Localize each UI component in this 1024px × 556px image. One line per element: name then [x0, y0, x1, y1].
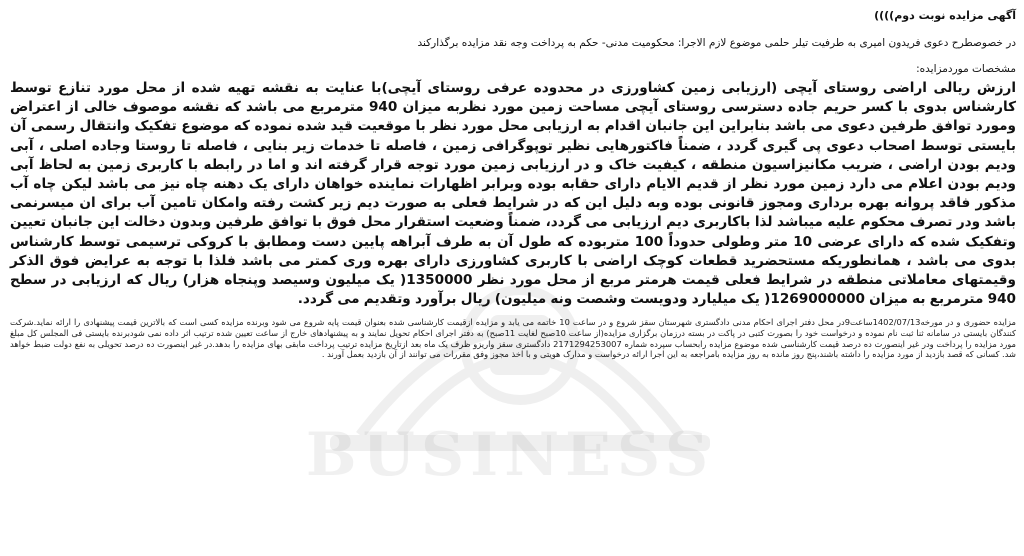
- auction-terms: مزایده حضوری و در مورخه1402/07/13ساعت9در محل دفتر اجرای احکام مدنی دادگستری شهرستان سقز شروع و در ساعت 10 خاتمه می یابد و مزایده ازقیمت کارشناسی شده بعنوان قیمت پایه شروع می شود وبرنده مزایده کسی است که بالاترین قیمت پیشنهادی را ارائه نماید.شرکت کنندگان بایستی در سامانه ثنا ثبت نام نموده و درخواست خود را بصورت کتبی در پاکت در بسته درزمان برگزاری مزایده(از ساعت 10صبح لغایت 11صبح) به دفتر اجرای احکام تحویل نمایند و به پیشنهادهای خارج از ساعت تعیین شده ترتیب اثر داده نمی شودبرنده بایستی فی المجلس کل مبلغ مورد مزایده را پرداخت ودر غیر اینصورت ده درصد قیمت کارشناسی شده موضوع مزایده رابحساب سپرده شماره 2171294253007 دادگستری سقز واریزو ظرف یک ماه بعد ازتاریخ مزایده ترتیب پرداخت مابقی بهای مزایده را بدهد.در غیر اینصورت ده درصد تحویلی به نفع دولت ضبط خواهد شد. کسانی که قصد بازدید از مورد مزایده را داشته باشند،پنج روز مانده به روز مزایده بامراجعه به این اجرا ارائه درخواست و مدارک هویتی و با اخذ مجوز وفق مقررات می توانند از آن بازدید بعمل آورند .: [10, 317, 1016, 360]
- notice-title: آگهی مزایده نوبت دوم)))): [874, 9, 1016, 22]
- specs-heading: مشخصات موردمزایده:: [916, 63, 1016, 75]
- case-subject: در خصوصطرح دعوی فریدون امیری به طرفیت تیلر حلمی موضوع لازم الاجرا: محکومیت مدنی- حکم به پرداخت وجه نقد مزایده برگذارکند: [417, 37, 1016, 49]
- property-description: ارزش ریالی اراضی روستای آیچی (ارزیابی زمین کشاورزی در محدوده عرفی روستای آیچی)با عنایت به نقشه تهیه شده از محل مورد تنازع توسط کارشناس بدوی با کسر حریم جاده دسترسی روستای آیچی مساحت زمین مورد نظربه میزان 940 مترمربع می باشد که نقشه موصوف خالی از اعتراض ومورد توافق طرفین دعوی می باشد بنابراین این جانبان اقدام به ارزیابی محل مورد نظر با موقعیت قید شده نموده که موضوع تفکیک وانتقال رسمی آن بایستی توسط اصحاب دعوی پی گیری گردد ، ضمناً فاکتورهایی نظیر توپوگرافی زمین ، فاصله تا خدمات زیر بنایی ، فاصله تا روستا وجاده اصلی ، آبی ودیم بودن اراضی ، ضریب مکانیزاسیون منطقه ، کیفیت خاک و در ارزیابی زمین مورد توجه قرار گرفته اند و اما در رابطه با کاربری زمین به لحاظ آبی ودیم بودن اعلام می دارد زمین مورد نظر از قدیم الایام دارای حقابه بوده وبرابر اظهارات نماینده خواهان دارای یک دهنه چاه نیز می باشد لیکن چاه آب مذکور فاقد پروانه بهره برداری ومجوز قانونی بوده وبه دلیل این که در شرایط فعلی به صورت دیم زیر کشت رفته وامکان تامین آب برای ان میسرنمی باشد ودر تصرف محکوم علیه میباشد لذا باکاربری دیم ارزیابی می گردد، ضمناً وضعیت استقرار محل فوق با توافق طرفین وبدون دخالت این جانبان تعیین وتفکیک شده که دارای عرضی 10 متر وطولی حدوداً 100 متربوده که طول آن به طرف آبراهه پایین دست ومطابق با کروکی ترسیمی توسط کارشناس بدوی می باشد ، همانطوریکه مستحضرید قطعات کوچک اراضی با کاربری کشاورزی دارای بهره وری کمتر می باشد فلذا با توجه به عرایض فوق الذکر وقیمتهای معاملاتی منطقه در شرایط فعلی قیمت هرمتر مربع از محل مورد نظر 1350000( یک میلیون وسیصد وپنجاه هزار) ریال که ارزیابی در سطح 940 مترمربع به میزان 1269000000( یک میلیارد ودویست وشصت ونه میلیون) ریال برآورد وتقدیم می گردد.: [10, 80, 1016, 308]
- watermark-lettering: BUSINESS: [305, 420, 715, 490]
